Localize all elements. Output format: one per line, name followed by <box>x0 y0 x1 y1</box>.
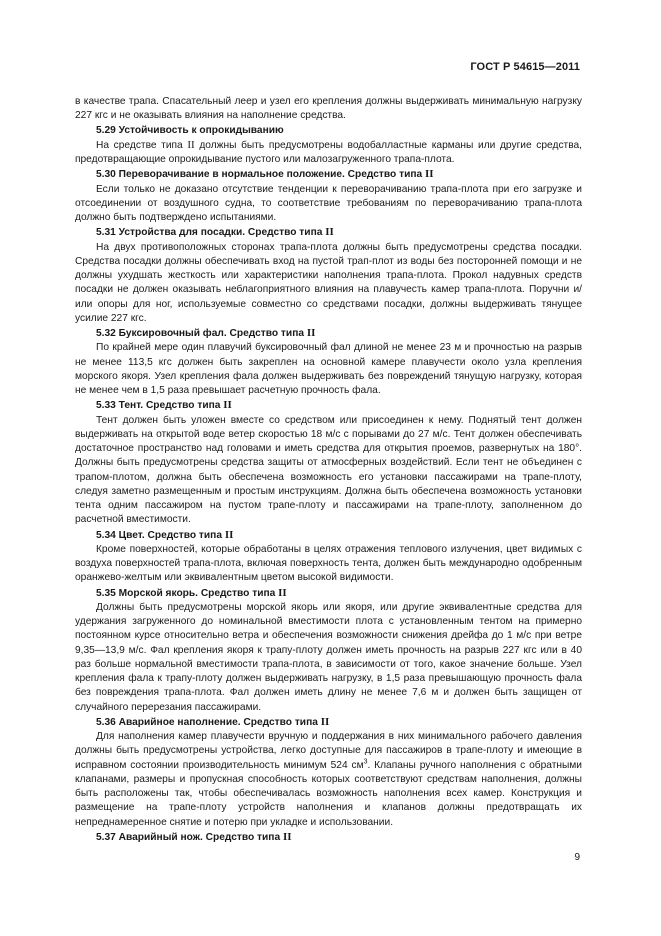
section-5-37-title: 5.37 Аварийный нож. Средство типа II <box>96 830 292 843</box>
section-5-32-title: 5.32 Буксировочный фал. Средство типа II <box>96 327 316 339</box>
section-5-36-title: 5.36 Аварийное наполнение. Средство типа II <box>96 715 330 728</box>
section-5-36-text: Для наполнения камер плавучести вручную и поддержания в них минимального рабочего давления должны быть предусмотрены устройства, легко доступные для пассажиров в трапе-плоту и имеющие в исправном состоянии производительность минимум 524 $см^3$. Клапаны ручного наполнения с обратными клапанами, размеры и пропускная способность которых соответствуют средствам наполнения, должны быть расположены так, чтобы обеспечивалась возможность наполнения всех камер. Конструкция и размещение на трапе-плоту устройств наполнения и клапанов должны предотвращать их непреднамеренное снятие и потерю при укладке и использовании. <box>75 731 582 828</box>
document-body <box>75 95 582 845</box>
section-5-33-text: Тент должен быть уложен вместе со средством или присоединен к нему. Поднятый тент должен выдерживать на открытой воде ветер скоростью 18 м/с с порывами до 27 м/с. Тент должен обеспечивать достаточное пространство над головами и иметь средства для открытия проемов, развернутых на 180°. Должны быть предусмотрены средства защиты от атмосферных воздействий. Если тент не объединен с трапом-плотом, должна быть обеспечена возможность его установки пассажирами на трапе-плоту, следуя заметно размещенным и простым инструкциям. Должна быть обеспечена возможность установки тента одним пассажиром на пустом трапе-плоту и пассажирами на трапе-плоту, заполненном до расчетной вместимости. <box>75 414 582 526</box>
page-number: 9 <box>574 852 580 863</box>
intro-paragraph: в качестве трапа. Спасательный леер и узел его крепления должны выдерживать минимальную нагрузку 227 кгс и не оказывать влияния на наполнение средства. <box>75 96 582 122</box>
section-5-35-title: 5.35 Морской якорь. Средство типа II <box>96 586 287 599</box>
section-5-31-title: 5.31 Устройства для посадки. Средство типа II <box>96 226 334 239</box>
section-5-29-text: На средстве типа II должны быть предусмотрены водобалластные карманы или другие средства, предотвращающие опрокидывание пустого или малозагруженного трапа-плота. <box>75 138 582 165</box>
superscript-3: 3 <box>363 758 368 766</box>
section-5-29-title: 5.29 Устойчивость к опрокидыванию <box>96 124 284 136</box>
section-5-31-text: На двух противоположных сторонах трапа-плота должны быть предусмотрены средства посадки. Средства посадки должны обеспечивать вход на пустой трап-плот из воды без посторонней помощи и не должны ухудшать жесткость или характеристики наполнения трапа-плота. Прокол надувных средств посадки не должен оказывать неблагоприятного влияния на плавучесть камер трапа-плота. Поручни и/или опоры для ног, используемые совместно со средствами посадки, должны выдерживать тянущее усилие 227 кгс. <box>75 241 582 324</box>
section-5-32-text: По крайней мере один плавучий буксировочный фал длиной не менее 23 м и прочностью на разрыв не менее 113,5 кгс должен быть закреплен на основной камере плавучести около узла крепления морского якоря. Узел крепления фала должен выдерживать без повреждений тянущую нагрузку, которая не менее чем в 1,5 раза превышает расчетную прочность фала. <box>75 342 582 396</box>
section-5-33-title: 5.33 Тент. Средство типа II <box>96 399 232 412</box>
section-5-34-text: Кроме поверхностей, которые обработаны в целях отражения теплового излучения, цвет видимых с воздуха поверхностей трапа-плота, включая поверхность тента, должен быть международно одобренным оранжево-желтым или эквивалентным цветом высокой видимости. <box>75 543 582 584</box>
section-5-34-title: 5.34 Цвет. Средство типа II <box>96 528 234 541</box>
section-5-35-text: Должны быть предусмотрены морской якорь или якоря, или другие эквивалентные средства для удержания загруженного до номинальной вместимости плота с установленным тентом на примерно постоянном курсе относительно ветра и обеспечения возможности снижения дрейфа до 1 м/с при ветре 9,35—13,9 м/с. Фал крепления якоря к трапу-плоту должен иметь прочность на разрыв 227 кгс или в 40 раз больше нормальной вместимости трапа-плота, в зависимости от того, какое значение больше. Узел крепления фала к трапу-плоту должен выдерживать нагрузку, в 1,5 раза превышающую прочность фала без повреждения трапа-плота. Фал должен иметь длину не менее 7,6 м и должен быть защищен от случайного перерезания пассажирами. <box>75 601 582 713</box>
section-5-30-text: Если только не доказано отсутствие тенденции к переворачиванию трапа-плота при его загрузке и отсоединении от воздушного судна, то соответствие требованиям по переворачиванию трапа-плота должно быть подтверждено испытаниями. <box>75 183 582 223</box>
section-5-30-title: 5.30 Переворачивание в нормальное положение. Средство типа II <box>96 168 434 181</box>
standard-header: ГОСТ Р 54615—2011 <box>470 61 580 73</box>
